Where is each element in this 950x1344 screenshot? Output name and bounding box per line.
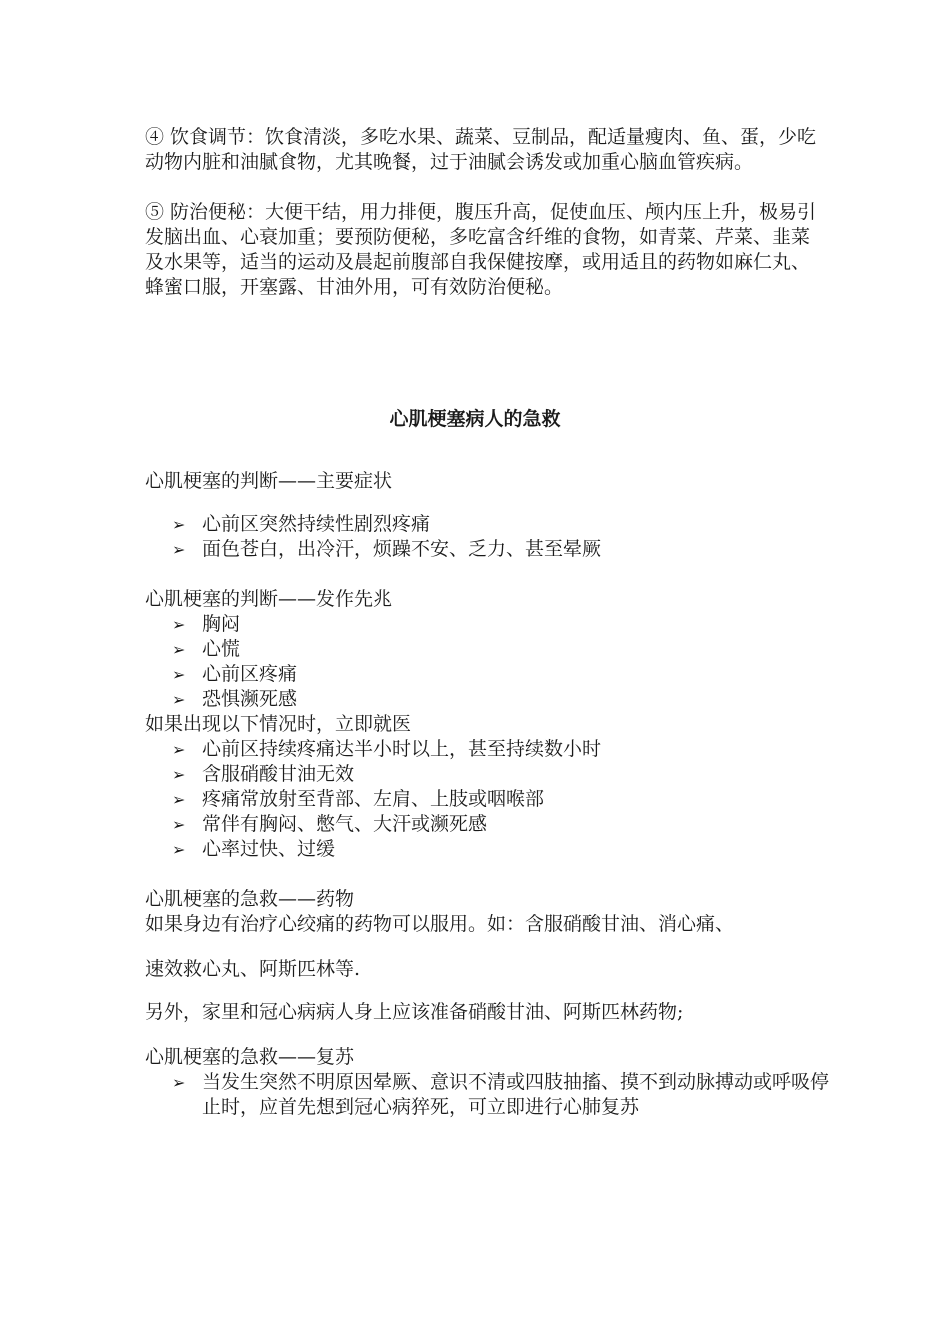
bullet-arrow-icon: ➢	[172, 665, 186, 684]
list-item: ➢ 常伴有胸闷、憋气、大汗或濒死感	[172, 813, 488, 835]
bullet-arrow-icon: ➢	[172, 690, 186, 709]
drugs-text-1: 如果身边有治疗心绞痛的药物可以服用。如：含服硝酸甘油、消心痛、	[145, 913, 735, 935]
bullet-arrow-icon: ➢	[172, 840, 186, 859]
diet-paragraph: ④ 饮食调节：饮食清淡，多吃水果、蔬菜、豆制品，配适量瘦肉、鱼、蛋，少吃动物内脏和油腻食物，尤其晚餐，过于油腻会诱发或加重心脑血管疾病。	[145, 126, 817, 173]
bullet-arrow-icon: ➢	[172, 515, 186, 534]
bullet-arrow-icon: ➢	[172, 740, 186, 759]
list-item: ➢ 心前区疼痛	[172, 663, 298, 685]
bullet-arrow-icon: ➢	[172, 790, 186, 809]
list-item: ➢ 面色苍白，出冷汗，烦躁不安、乏力、甚至晕厥	[172, 538, 602, 560]
bullet-arrow-icon: ➢	[172, 815, 186, 834]
list-item: ➢ 心率过快、过缓	[172, 838, 336, 860]
symptoms-heading: 心肌梗塞的判断——主要症状	[145, 470, 393, 492]
constipation-paragraph: ⑤ 防治便秘：大便干结，用力排便，腹压升高，促使血压、颅内压上升，极易引发脑出血、心衰加重；要预防便秘，多吃富含纤维的食物，如青菜、芹菜、韭菜及水果等，适当的运动及晨起前腹部自我保健按摩，或用适且的药物如麻仁丸、蜂蜜口服，开塞露、甘油外用，可有效防治便秘。	[145, 201, 817, 298]
bullet-arrow-icon: ➢	[172, 540, 186, 559]
list-item: ➢ 含服硝酸甘油无效	[172, 763, 355, 785]
seek-heading: 如果出现以下情况时，立即就医	[145, 713, 412, 735]
list-item: ➢ 胸闷	[172, 613, 241, 635]
page-title: 心肌梗塞病人的急救	[389, 408, 561, 430]
list-item: ➢ 当发生突然不明原因晕厥、意识不清或四肢抽搐、摸不到动脉搏动或呼吸停止时，应首先想到冠心病猝死，可立即进行心肺复苏	[172, 1071, 830, 1118]
list-item: ➢ 疼痛常放射至背部、左肩、上肢或咽喉部	[172, 788, 545, 810]
drugs-text-3: 另外，家里和冠心病病人身上应该准备硝酸甘油、阿斯匹林药物;	[145, 1001, 684, 1023]
list-item: ➢ 恐惧濒死感	[172, 688, 298, 710]
drugs-heading: 心肌梗塞的急救——药物	[145, 888, 355, 910]
list-item: ➢ 心前区突然持续性剧烈疼痛	[172, 513, 431, 535]
signs-heading: 心肌梗塞的判断——发作先兆	[145, 588, 393, 610]
cpr-heading: 心肌梗塞的急救——复苏	[145, 1046, 355, 1068]
list-item: ➢ 心前区持续疼痛达半小时以上，甚至持续数小时	[172, 738, 602, 760]
bullet-arrow-icon: ➢	[172, 765, 186, 784]
bullet-arrow-icon: ➢	[172, 640, 186, 659]
bullet-arrow-icon: ➢	[172, 615, 186, 634]
bullet-arrow-icon: ➢	[172, 1073, 186, 1092]
drugs-text-2: 速效救心丸、阿斯匹林等.	[145, 958, 361, 980]
list-item: ➢ 心慌	[172, 638, 241, 660]
